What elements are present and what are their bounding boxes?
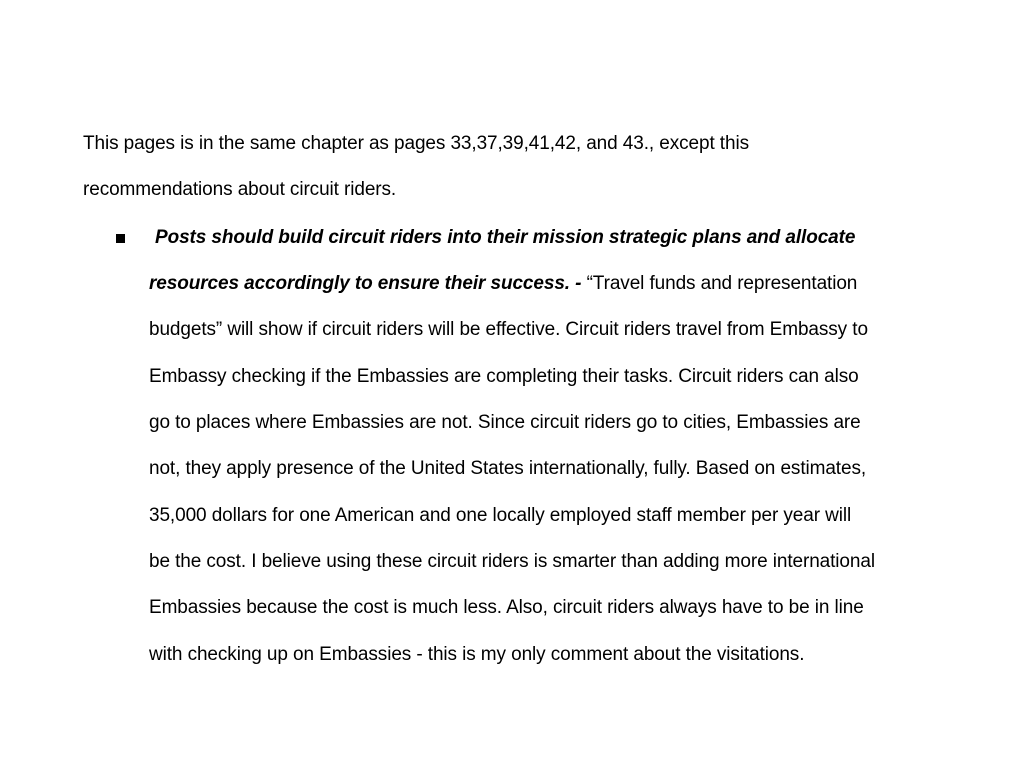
body-line-8: with checking up on Embassies - this is my only comment about the visitations. — [149, 644, 805, 665]
body-line-6: be the cost. I believe using these circuit riders is smarter than adding more international — [149, 551, 875, 572]
recommendation-heading-line-2 — [149, 272, 857, 296]
recommendation-heading-text-1: Posts should build circuit riders into their mission strategic plans and allocate — [155, 227, 856, 248]
body-line-3: go to places where Embassies are not. Since circuit riders go to cities, Embassies are — [149, 412, 861, 433]
intro-line-1: This pages is in the same chapter as pages 33,37,39,41,42, and 43., except this — [83, 133, 749, 154]
body-line-7: Embassies because the cost is much less. Also, circuit riders always have to be in line — [149, 597, 864, 618]
recommendation-heading-text-2: resources accordingly to ensure their success. - — [149, 273, 582, 294]
recommendation-body-start: “Travel funds and representation — [581, 273, 858, 294]
body-line-5: 35,000 dollars for one American and one locally employed staff member per year will — [149, 505, 852, 526]
body-line-1: budgets” will show if circuit riders will be effective. Circuit riders travel from Embassy to — [149, 319, 868, 340]
body-line-4: not, they apply presence of the United States internationally, fully. Based on estimates, — [149, 458, 867, 479]
recommendation-heading-line-1 — [155, 226, 855, 250]
body-line-2: Embassy checking if the Embassies are completing their tasks. Circuit riders can also — [149, 366, 859, 387]
intro-line-2: recommendations about circuit riders. — [83, 179, 397, 200]
square-bullet-icon — [116, 234, 125, 243]
